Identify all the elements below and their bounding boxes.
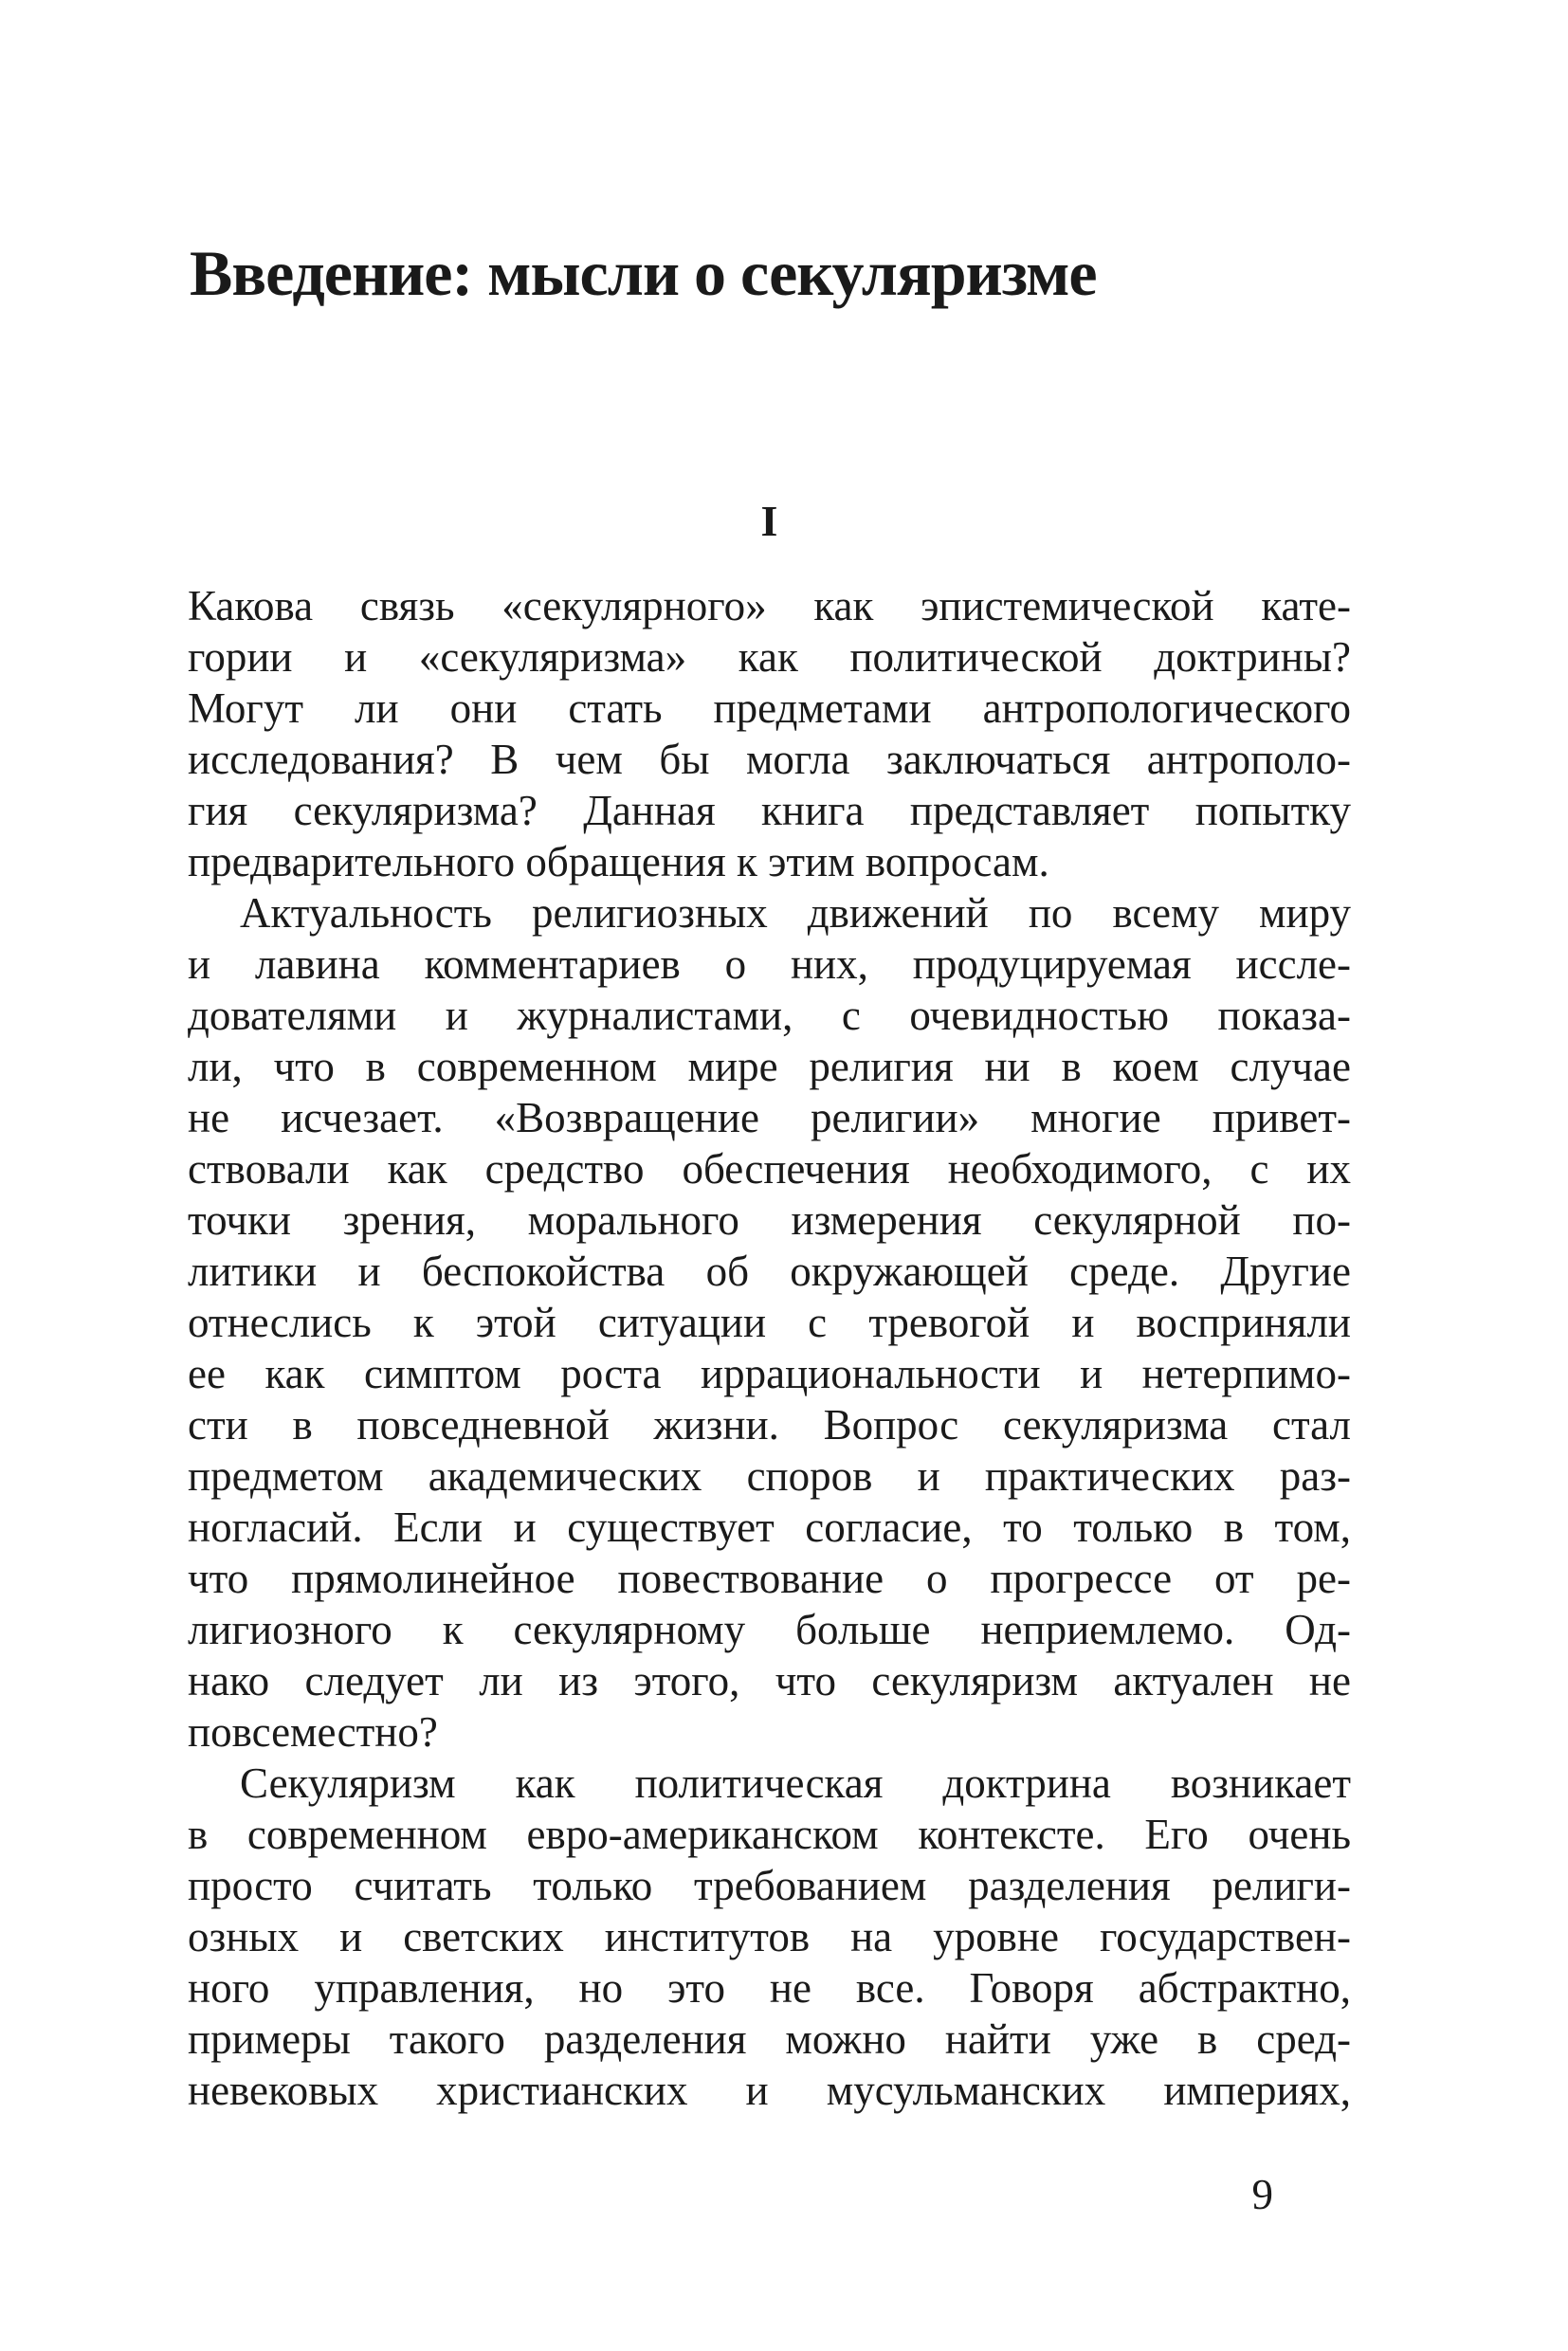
text-line: ли, что в современном мире религия ни в коем случае (188, 1043, 1351, 1090)
text-line: литики и беспокойства об окружающей среде. Другие (188, 1248, 1351, 1295)
text-line: предварительного обращения к этим вопросам. (188, 838, 1049, 885)
text-line: исследования? В чем бы могла заключаться антрополо- (188, 736, 1351, 783)
text-line: озных и светских институтов на уровне государствен- (188, 1913, 1351, 1960)
text-line: Могут ли они стать предметами антропологического (188, 684, 1351, 732)
text-line: лигиозного к секулярному больше неприемлемо. Од- (188, 1606, 1351, 1653)
chapter-title: Введение: мысли о секуляризме (190, 236, 1097, 309)
text-line: отнеслись к этой ситуации с тревогой и восприняли (188, 1299, 1351, 1346)
text-line: Актуальность религиозных движений по всему миру (240, 889, 1351, 937)
text-line: дователями и журналистами, с очевидностью показа- (188, 992, 1351, 1039)
text-line: сти в повседневной жизни. Вопрос секуляризма стал (188, 1401, 1351, 1449)
text-line: ногласий. Если и существует согласие, то только в том, (188, 1504, 1351, 1551)
text-line: точки зрения, морального измерения секулярной по- (188, 1196, 1351, 1244)
text-line: гории и «секуляризма» как политической доктрины? (188, 633, 1351, 681)
text-line: и лавина комментариев о них, продуцируемая иссле- (188, 940, 1351, 988)
text-line: в современном евро-американском контексте. Его очень (188, 1811, 1351, 1858)
text-line: ного управления, но это не все. Говоря абстрактно, (188, 1964, 1351, 2012)
text-line: что прямолинейное повествование о прогрессе от ре- (188, 1555, 1351, 1602)
text-line: Какова связь «секулярного» как эпистемической кате- (188, 582, 1351, 629)
text-line: примеры такого разделения можно найти уже в сред- (188, 2015, 1351, 2063)
text-line: невековых христианских и мусульманских империях, (188, 2067, 1351, 2114)
text-line: повсеместно? (188, 1708, 438, 1756)
text-line: гия секуляризма? Данная книга представляет попытку (188, 787, 1351, 834)
text-line: нако следует ли из этого, что секуляризм актуален не (188, 1657, 1351, 1704)
text-line: Секуляризм как политическая доктрина возникает (240, 1759, 1351, 1807)
section-marker: I (760, 497, 778, 545)
text-line: ствовали как средство обеспечения необходимого, с их (188, 1145, 1351, 1193)
text-line: предметом академических споров и практических раз- (188, 1452, 1351, 1500)
body-text (188, 580, 1351, 2116)
page-number: 9 (1251, 2171, 1273, 2218)
text-line: не исчезает. «Возвращение религии» многие привет- (188, 1094, 1351, 1141)
text-line: просто считать только требованием разделения религи- (188, 1862, 1351, 1909)
text-line: ее как симптом роста иррациональности и нетерпимо- (188, 1350, 1351, 1397)
